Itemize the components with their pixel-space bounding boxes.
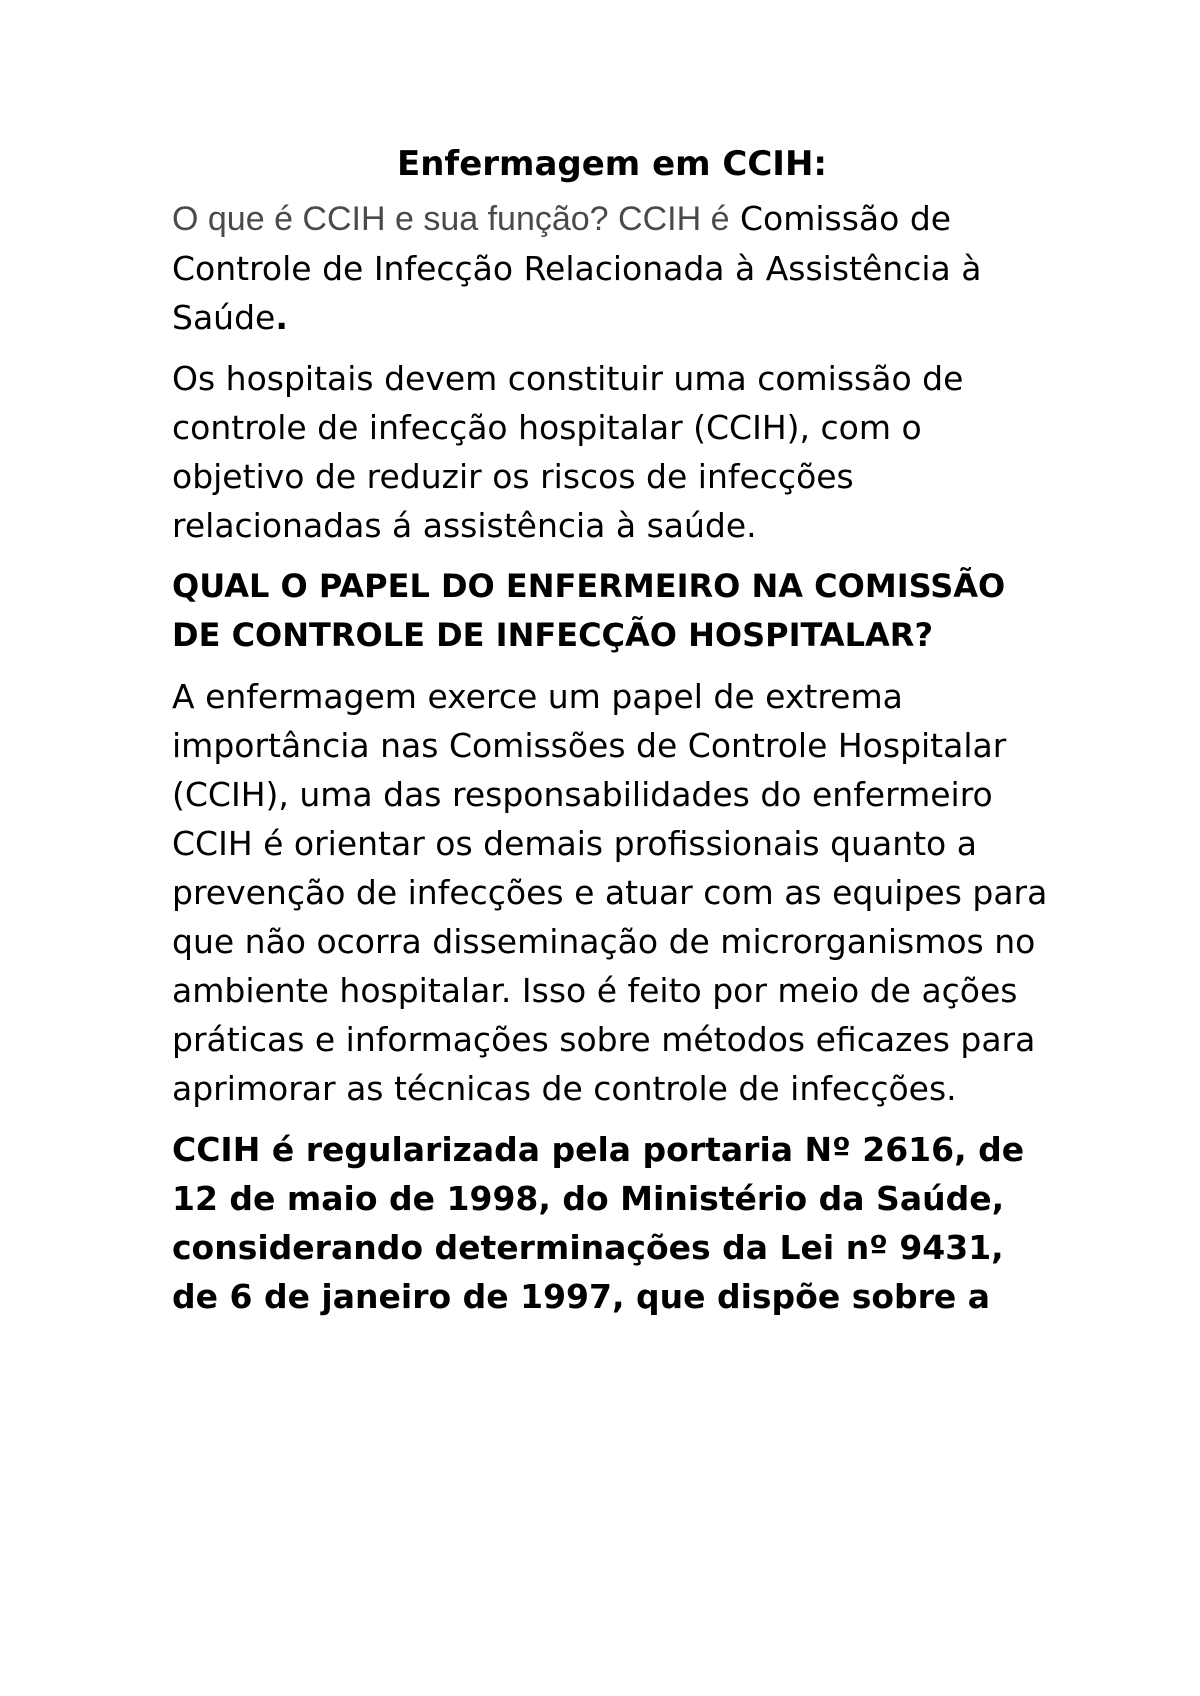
intro-question: O que é CCIH e sua função? CCIH é <box>172 200 730 238</box>
paragraph-nursing-role: A enfermagem exerce um papel de extrema importância nas Comissões de Controle Hospitalar (CCIH), uma das responsabilidades do enfermeiro CCIH é orientar os demais profissionais quanto a prevenção de infecções e atuar com as equipes para que não ocorra disseminação de microrganismos no ambiente hospitalar. Isso é feito por meio de ações práticas e informações sobre métodos eficazes para aprimorar as técnicas de controle de infecções. <box>172 677 1048 1108</box>
section-heading: QUAL O PAPEL DO ENFERMEIRO NA COMISSÃO DE CONTROLE DE INFECÇÃO HOSPITALAR? <box>172 567 1006 654</box>
intro-answer: Comissão de Controle de Infecção Relacionada à Assistência à Saúde <box>172 199 982 337</box>
paragraph-legal: CCIH é regularizada pela portaria Nº 2616, de 12 de maio de 1998, do Ministério da Saúde, considerando determinações da Lei nº 9431, de 6 de janeiro de 1997, que dispõe sobre a <box>172 1130 1025 1316</box>
intro-period: . <box>275 298 288 337</box>
document-page <box>172 138 1052 1333</box>
document-title: Enfermagem em CCIH: <box>396 144 827 184</box>
paragraph-hospitals: Os hospitais devem constituir uma comissão de controle de infecção hospitalar (CCIH), com o objetivo de reduzir os riscos de infecções relacionadas á assistência à saúde. <box>172 359 964 545</box>
intro-paragraph <box>172 194 1052 342</box>
